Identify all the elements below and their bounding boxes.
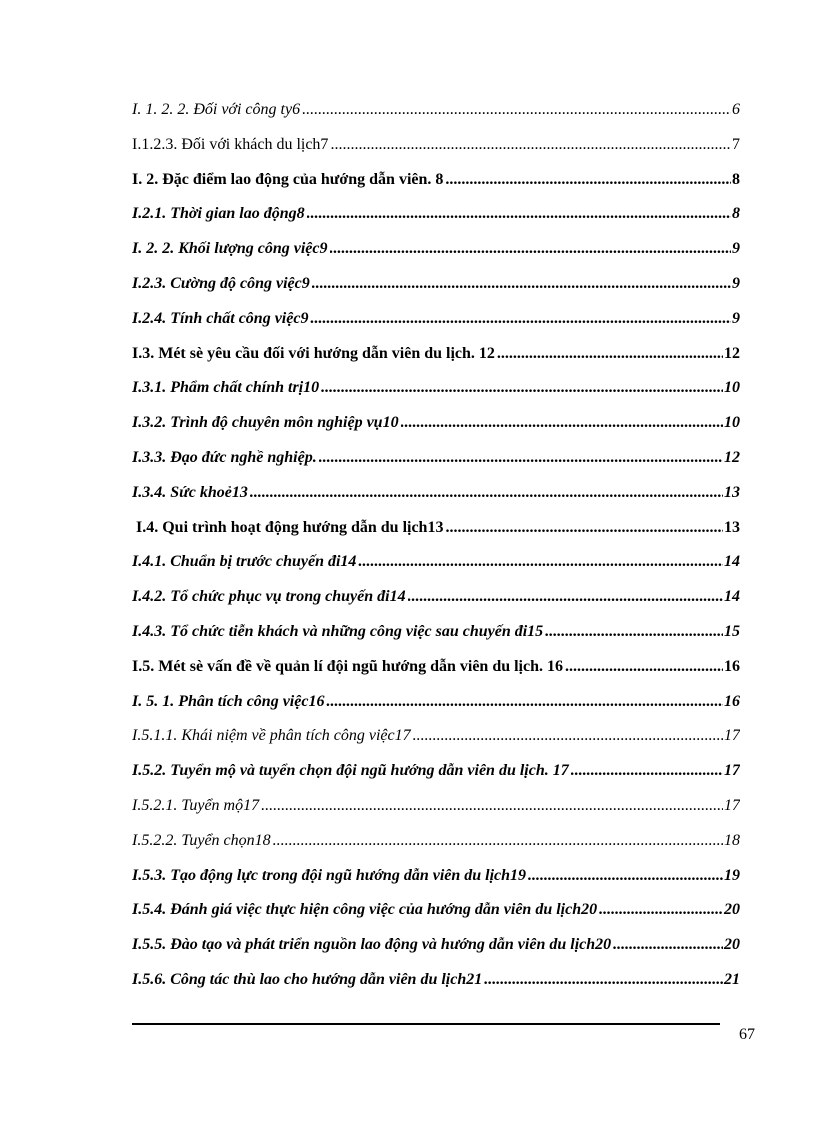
toc-leader xyxy=(330,135,731,155)
toc-entry xyxy=(132,796,740,831)
toc-entry xyxy=(132,935,740,970)
toc-entry-page: 12 xyxy=(724,344,740,362)
toc-entry xyxy=(132,309,740,344)
toc-entry xyxy=(132,448,740,483)
toc-entry-page: 9 xyxy=(732,274,740,292)
toc-entry-title: I.5.1.1. Khái niệm về phân tích công việc17 xyxy=(132,727,411,745)
toc-entry-page: 8 xyxy=(732,170,740,188)
toc-entry-page: 20 xyxy=(724,901,740,919)
toc-leader xyxy=(413,726,723,746)
toc-entry-title: I.3. Mét sè yêu cầu đối với hướng dẫn viên du lịch. 12 xyxy=(132,344,495,362)
toc-entry-title: I.3.1. Phẩm chất chính trị10 xyxy=(132,379,320,397)
toc-entry xyxy=(132,726,740,761)
toc-entry xyxy=(132,170,740,205)
toc-entry-page: 9 xyxy=(732,309,740,327)
toc-entry-page: 16 xyxy=(724,657,740,675)
toc-leader xyxy=(528,866,723,886)
toc-entry xyxy=(132,900,740,935)
toc-entry xyxy=(132,552,740,587)
toc-leader xyxy=(408,587,723,607)
toc-entry-page: 14 xyxy=(724,588,740,606)
toc-entry-page: 21 xyxy=(724,970,740,988)
toc-entry-title: I.1.2.3. Đối với khách du lịch7 xyxy=(132,135,329,153)
toc-entry-title: I.5.2.1. Tuyển mộ17 xyxy=(132,796,260,814)
toc-leader xyxy=(613,935,723,955)
toc-leader xyxy=(330,239,731,259)
toc-entry xyxy=(132,100,740,135)
toc-leader xyxy=(445,170,731,190)
toc-entry-title: I.2.4. Tính chất công việc9 xyxy=(132,309,309,327)
toc-leader xyxy=(250,483,723,503)
toc-entry xyxy=(132,866,740,901)
toc-entry-title: I. 1. 2. 2. Đối với công ty6 xyxy=(132,101,301,118)
toc-entry-page: 10 xyxy=(724,414,740,432)
toc-entry-title: I.5.2. Tuyển mộ và tuyển chọn đội ngũ hướng dẫn viên du lịch. 17 xyxy=(132,762,569,780)
toc-entry xyxy=(132,239,740,274)
toc-entry-title: I.3.3. Đạo đức nghề nghiệp. xyxy=(132,448,317,466)
toc-entry-page: 20 xyxy=(724,936,740,954)
toc-entry xyxy=(132,135,740,170)
toc-entry-page: 17 xyxy=(724,727,740,745)
toc-entry-page: 9 xyxy=(732,240,740,258)
toc-entry xyxy=(132,274,740,309)
toc-entry-title: I.3.2. Trình độ chuyên môn nghiệp vụ10 xyxy=(132,414,399,432)
toc-entry xyxy=(132,518,740,553)
toc-leader xyxy=(565,657,723,677)
toc-entry-title: I. 2. 2. Khối lượng công việc9 xyxy=(132,240,328,258)
toc-entry-page: 7 xyxy=(732,135,740,153)
toc-leader xyxy=(326,692,723,712)
toc-entry-title: I.4. Qui trình hoạt động hướng dẫn du lịch13 xyxy=(136,518,444,536)
toc-entry xyxy=(132,761,740,796)
toc-entry xyxy=(132,970,740,1005)
toc-entry xyxy=(132,622,740,657)
toc-leader xyxy=(312,274,731,294)
toc-entry xyxy=(132,413,740,448)
toc-leader xyxy=(571,761,723,781)
toc-leader xyxy=(401,413,723,433)
toc-leader xyxy=(445,518,723,538)
toc-entry-page: 17 xyxy=(724,796,740,814)
toc-entry-page: 18 xyxy=(724,831,740,849)
toc-leader xyxy=(273,831,723,851)
toc-entry-page: 15 xyxy=(724,622,740,640)
footer-divider xyxy=(132,1023,720,1025)
toc-entry-title: I. 2. Đặc điểm lao động của hướng dẫn viên. 8 xyxy=(132,170,444,188)
toc-entry-title: I. 5. 1. Phân tích công việc16 xyxy=(132,692,325,710)
toc-leader xyxy=(358,552,723,572)
toc-entry-title: I.2.3. Cường độ công việc9 xyxy=(132,274,310,292)
toc-entry xyxy=(132,657,740,692)
toc-leader xyxy=(599,900,723,920)
toc-leader xyxy=(261,796,723,816)
toc-leader xyxy=(545,622,723,642)
toc-entry xyxy=(132,344,740,379)
toc-entry-title: I.5.2.2. Tuyển chọn18 xyxy=(132,831,271,849)
toc-entry-title: I.3.4. Sức khoẻ13 xyxy=(132,483,248,501)
toc-entry-title: I.5.3. Tạo động lực trong đội ngũ hướng dẫn viên du lịch19 xyxy=(132,866,527,884)
toc-leader xyxy=(307,204,731,224)
toc-entry-page: 16 xyxy=(724,692,740,710)
toc-entry xyxy=(132,204,740,239)
page-number: 67 xyxy=(739,1026,755,1043)
toc-entry-page: 6 xyxy=(732,101,740,118)
toc-entry-title: I.5. Mét sè vấn đề về quản lí đội ngũ hướng dẫn viên du lịch. 16 xyxy=(132,657,563,675)
toc-leader xyxy=(302,100,731,120)
toc-entry-title: I.5.6. Công tác thù lao cho hướng dẫn viên du lịch21 xyxy=(132,970,483,988)
toc-leader xyxy=(310,309,731,329)
toc-entry-page: 8 xyxy=(732,205,740,223)
toc-entry-title: I.4.2. Tổ chức phục vụ trong chuyến đi14 xyxy=(132,588,406,606)
toc-entry-title: I.5.4. Đánh giá việc thực hiện công việc của hướng dẫn viên du lịch20 xyxy=(132,901,598,919)
toc-entry-title: I.2.1. Thời gian lao động8 xyxy=(132,205,305,223)
toc-entry-page: 14 xyxy=(724,553,740,571)
toc-leader xyxy=(319,448,723,468)
toc-entry xyxy=(132,692,740,727)
toc-entry-page: 13 xyxy=(724,483,740,501)
toc-entry xyxy=(132,483,740,518)
toc-entry-page: 17 xyxy=(724,762,740,780)
toc-leader xyxy=(321,378,723,398)
toc-entry xyxy=(132,831,740,866)
toc-entry-page: 10 xyxy=(724,379,740,397)
toc-entry-page: 19 xyxy=(724,866,740,884)
toc-leader xyxy=(497,344,723,364)
toc-entry-page: 12 xyxy=(724,448,740,466)
toc-entry xyxy=(132,587,740,622)
table-of-contents xyxy=(132,100,740,1005)
toc-entry xyxy=(132,378,740,413)
toc-entry-title: I.4.1. Chuẩn bị trước chuyến đi14 xyxy=(132,553,357,571)
toc-entry-title: I.5.5. Đào tạo và phát triển nguồn lao động và hướng dẫn viên du lịch20 xyxy=(132,936,612,954)
toc-leader xyxy=(484,970,723,990)
toc-entry-page: 13 xyxy=(724,518,740,536)
toc-entry-title: I.4.3. Tổ chức tiễn khách và những công việc sau chuyến đi15 xyxy=(132,622,544,640)
